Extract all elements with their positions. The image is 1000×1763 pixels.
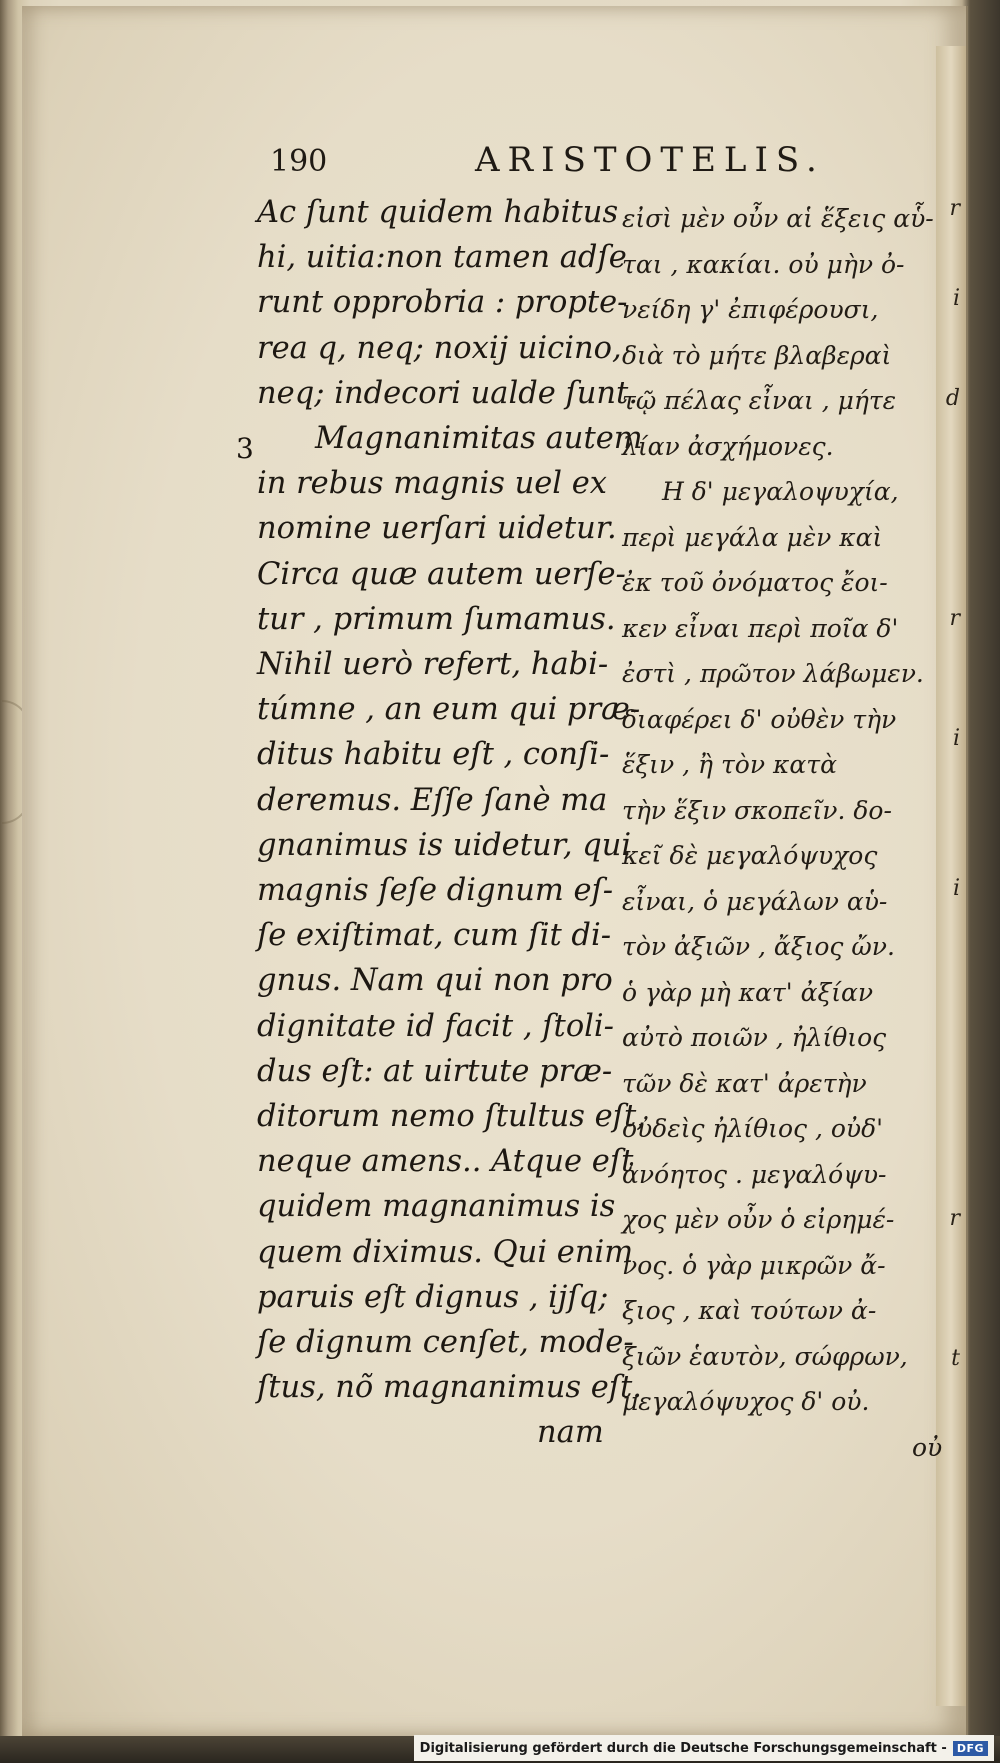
greek-line: αὐτὸ ποιῶν , ἠλίθιος — [622, 1023, 887, 1052]
greek-line: τῶν δὲ κατ' ἀρετὴν — [622, 1068, 867, 1098]
greek-line: λίαν ἀσχήμονες. — [622, 431, 834, 461]
greek-line: εἰσὶ μὲν οὖν αἱ ἕξεις αὗ- — [622, 204, 934, 233]
greek-line: τῷ πέλας εἶναι , μήτε — [622, 386, 897, 415]
latin-line: ditus habitu eſt , conſi- — [257, 737, 610, 773]
latin-line: gnus. Nam qui non pro — [257, 963, 613, 999]
latin-line: ſe exiſtimat, cum ſit di- — [257, 918, 612, 954]
latin-line: Circa quæ autem uerſe- — [257, 556, 626, 592]
greek-line: μεγαλόψυχος δ' οὐ. — [622, 1387, 870, 1416]
latin-line: tur , primum ſumamus. — [257, 601, 616, 637]
credit-text: Digitalisierung gefördert durch die Deutsche Forschungsgemeinschaft - — [419, 1740, 947, 1756]
latin-line: rea q, neq; noxij uicino, — [257, 330, 622, 366]
latin-line: ſtus, nõ magnanimus eſt. — [257, 1370, 642, 1406]
latin-line: in rebus magnis uel ex — [257, 466, 608, 502]
page-header — [270, 140, 870, 190]
latin-line: Ac ſunt quidem habitus — [257, 195, 619, 230]
greek-line: διαφέρει δ' οὐθὲν τὴν — [622, 704, 897, 734]
greek-line: κεν εἶναι περὶ ποῖα δ' — [622, 613, 899, 643]
latin-line: quidem magnanimus is — [257, 1189, 616, 1225]
greek-line: χος μὲν οὖν ὁ εἰρημέ- — [622, 1205, 895, 1234]
latin-line: magnis ſeſe dignum eſ- — [257, 873, 614, 909]
greek-line: ται , κακίαι. οὐ μὴν ὀ- — [622, 249, 905, 279]
edge-fragment: r — [949, 1206, 960, 1231]
latin-line: dus eſt: at uirtute præ- — [257, 1053, 613, 1089]
greek-line: κεῖ δὲ μεγαλόψυχος — [622, 841, 878, 870]
greek-line: εἶναι, ὁ μεγάλων αὑ- — [622, 886, 888, 916]
latin-line: ditorum nemo ſtultus eſt, — [257, 1099, 646, 1135]
greek-line: ἐστὶ , πρῶτον λάβωμεν. — [622, 659, 924, 688]
greek-line: οὐδεὶς ἠλίθιος , οὐδ' — [622, 1114, 884, 1143]
latin-line: runt opprobria : propte- — [257, 285, 628, 321]
running-title: ARISTOTELIS. — [475, 140, 825, 180]
latin-line: neq; indecori ualde ſunt. — [257, 375, 639, 411]
greek-line: τὴν ἕξιν σκοπεῖν. δο- — [622, 795, 892, 825]
greek-line: τὸν ἀξιῶν , ἄξιος ὤν. — [622, 932, 895, 961]
edge-fragment: i — [952, 286, 960, 311]
latin-line: dignitate id facit , ſtoli- — [257, 1008, 614, 1044]
greek-line: ἕξιν , ἢ τὸν κατὰ — [622, 750, 837, 779]
latin-catchword: nam — [537, 1415, 604, 1451]
greek-line: περὶ μεγάλα μὲν καὶ — [622, 522, 883, 552]
latin-line: gnanimus is uidetur, qui — [257, 827, 632, 863]
edge-fragment: r — [949, 606, 960, 631]
edge-fragment: t — [951, 1346, 960, 1371]
greek-line: διὰ τὸ μήτε βλαβεραὶ — [622, 340, 892, 370]
greek-line: νείδη γ' ἐπιφέρουσι, — [622, 295, 879, 324]
latin-line: paruis eſt dignus , ijſq; — [257, 1279, 609, 1315]
greek-line: ξιος , καὶ τούτων ἀ- — [622, 1296, 877, 1325]
greek-column — [622, 196, 952, 1470]
latin-line: Nihil uerò refert, habi- — [257, 647, 609, 683]
edge-fragment: r — [949, 196, 960, 221]
page-number: 190 — [270, 144, 328, 179]
latin-column — [257, 190, 646, 1456]
greek-line: ἐκ τοῦ ὀνόματος ἔοι- — [622, 568, 888, 597]
greek-line: Η δ' μεγαλοψυχία, — [662, 477, 899, 506]
latin-line: quem diximus. Qui enim — [257, 1234, 634, 1270]
marginal-section-number: 3 — [236, 432, 254, 465]
greek-catchword: οὐ — [912, 1432, 943, 1462]
greek-line: ἀνόητος . μεγαλόψυ- — [622, 1159, 887, 1189]
dfg-logo: DFG — [953, 1741, 988, 1756]
edge-fragment: i — [952, 876, 960, 901]
latin-line: deremus. Eſſe ſanè ma — [257, 782, 608, 818]
greek-line: νος. ὁ γὰρ μικρῶν ἄ- — [622, 1250, 886, 1280]
greek-line: ξιῶν ἑαυτὸν, σώφρων, — [622, 1341, 908, 1371]
digitization-credit — [414, 1735, 994, 1761]
latin-line: nomine uerſari uidetur. — [257, 511, 617, 547]
edge-fragment: i — [952, 726, 960, 751]
greek-line: ὁ γὰρ μὴ κατ' ἀξίαν — [622, 977, 874, 1007]
latin-line: túmne , an eum qui præ- — [257, 692, 641, 728]
edge-fragment: d — [945, 386, 960, 411]
latin-line: ſe dignum cenſet, mode- — [257, 1325, 634, 1361]
latin-line: neque amens.. Atque eſt — [257, 1144, 634, 1180]
latin-line: hi, uitia:non tamen adſe — [257, 240, 627, 276]
latin-line: Magnanimitas autem — [315, 421, 643, 457]
